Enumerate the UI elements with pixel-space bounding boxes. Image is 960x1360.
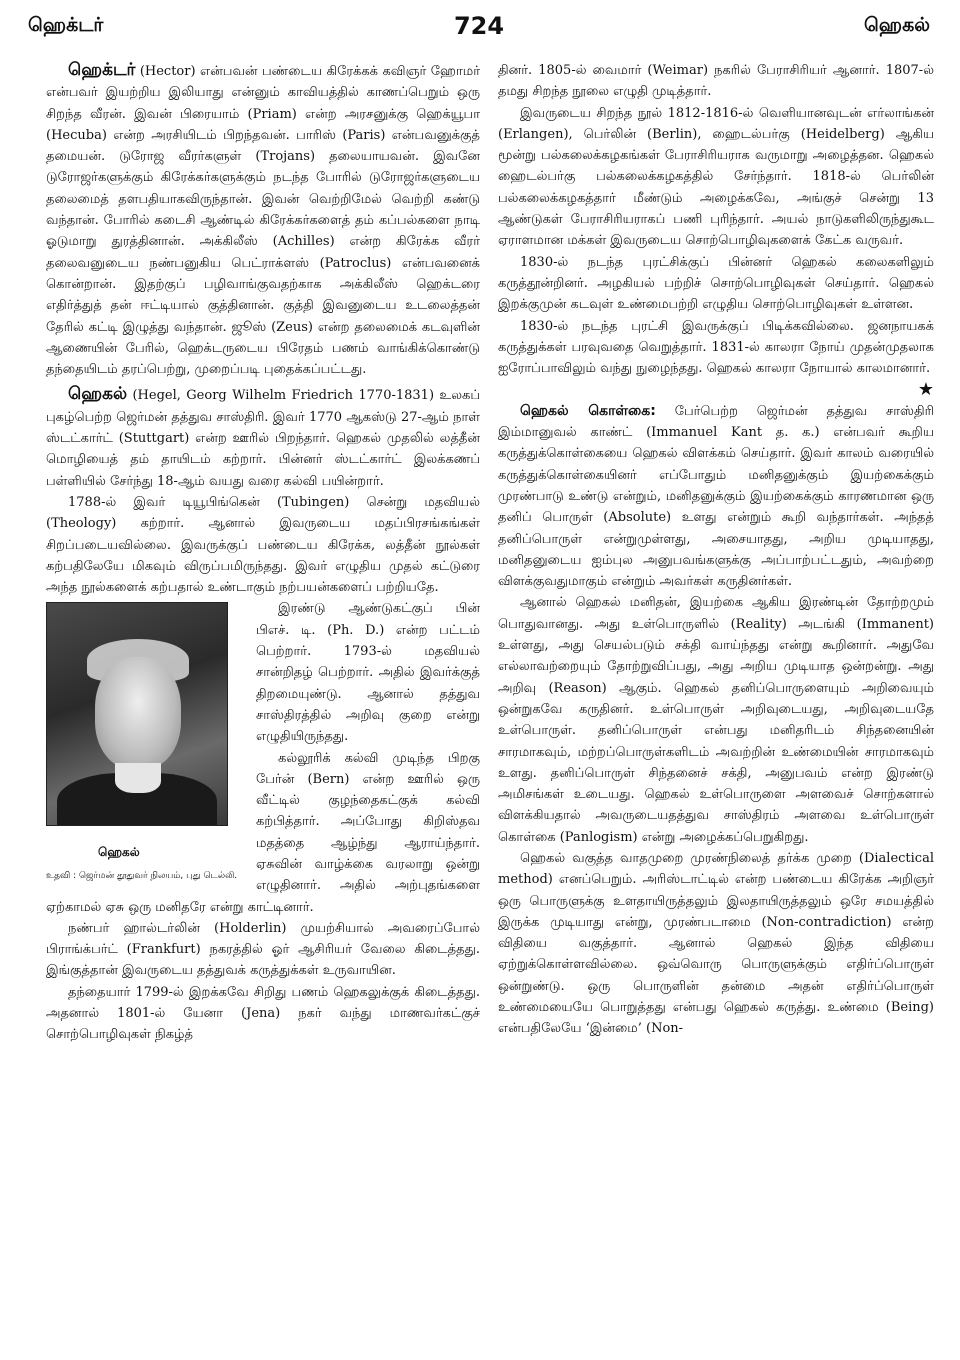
page-number: 724	[453, 12, 505, 40]
philosophy-entry-head: ஹெகல் கொள்கை:	[520, 402, 656, 419]
hegel-paragraph-7: தினர். 1805-ல் வைமார் (Weimar) நகரில் பேராசிரியர் ஆனார். 1807-ல் தமது சிறந்த நூலை எழுதி முடித்தார்.	[498, 63, 934, 100]
hegel-paragraph-10	[498, 316, 934, 401]
hegel-text-10: 1830-ல் நடந்த புரட்சி இவருக்குப் பிடிக்கவில்லை. ஜனநாயகக் கருத்துக்கள் பரவுவதை வெறுத்தார். 1831-ல் காலரா நோய் முதன்முதலாக ஐரோப்பாவிலும் வந்து நுழைந்தது. ஹெகல் காலரா நோயால் காலமானார்.	[498, 318, 934, 377]
hegel-paragraph-1	[46, 384, 480, 491]
hector-text: (Hector) என்பவன் பண்டைய கிரேக்கக் கவிஞர் ஹோமர் என்பவர் இயற்றிய இலியாது என்னும் காவியத்தில் காணப்பெறும் ஒரு சிறந்த வீரன். இவன் பிரையாம் (Priam) என்ற அரசனுக்கு ஹெக்யூபா (Hecuba) என்ற அரசியிடம் பிறந்தவன். பாரிஸ் (Paris) என்பவனுக்குத் தமையன். டுரோஜ வீரர்களுள் (Trojans) தலையாயவன். இவனே டுரோஜர்களுக்கும் கிரேக்கர்களுக்கும் நடந்த போரில் டுரோஜர்களுடைய தலைமைத் தளபதியாகவிருந்தான். இவன் வெற்றிமேல் வெற்றி கண்டு வந்தான். போரில் கடைசி ஆண்டில் கிரேக்கர்களைத் தம் கப்பல்களை நாடி ஓடுமாறு துரத்தினான். அக்கிலீஸ் (Achilles) என்ற கிரேக்க வீரர் தலைவனுடைய நண்பனுகிய பெட்ராக்ளஸ் (Patroclus) என்பவனைக் கொன்றான். இதற்குப் பழிவாங்குவதற்காக அக்கிலீஸ் ஹெக்டரை எதிர்த்துத் தன் ஈட்டியால் குத்தினான். குத்தி இவனுடைய உடலைத்தன் தேரில் கட்டி இழுத்து வந்தான். ஜூஸ் (Zeus) என்ற தலைமைக் கடவுளின் ஆணையின் பேரில், ஹெக்டருடைய பிரேதம் பணம் வாங்கிக்கொண்டு தந்தையிடம் தரப்பெற்று, முறைப்படி புதைக்கப்பட்டது.	[46, 64, 480, 378]
philosophy-text-1: பேர்பெற்ற ஜெர்மன் தத்துவ சாஸ்திரி இம்மானுவல் காண்ட் (Immanuel Kant த. க.) என்பவர் கூறிய கருத்துக்கொள்கையை ஹெகல் விளக்கம் செய்தார். இவர் காலம் வரையில் கருத்துக்கொள்கையினர் எப்போதும் மனிதனுக்கும் இயற்கைக்கும் முரண்பாடு உண்டு என்றும், மனிதனுக்கும் இயற்கைக்கும் காரணமான ஒரு தனிப் பொருள் (Absolute) உளது என்றும் கூறி வந்தார்கள். அந்தத் தனிப்பொருள் என்றுமுள்ளது, அசையாதது, அறிய முடியாதது, மனிதனுடைய ஐம்புல அனுபவங்களுக்கு அப்பாற்பட்டதும், அவற்றை விளக்குவதுமாகும் என்றும் அவர்கள் கருதினர்கள்.	[498, 403, 934, 590]
portrait-caption: ஹெகல்	[98, 845, 140, 860]
hegel-paragraph-3: இரண்டு ஆண்டுகட்குப் பின் பிஎச். டி. (Ph. D.) என்ற பட்டம் பெற்றார். 1793-ல் மதவியல் சான்றிதழ் பெற்றார். அதில் இவர்க்குத் திறமையுண்டு. ஆனால் தத்துவ சாஸ்திரத்தில் அறிவு குறை என்று எழுதியிருந்தது.	[256, 601, 480, 745]
hector-entry-head: ஹெக்டர்	[68, 60, 136, 80]
hegel-paragraph-5: நண்பர் ஹால்டர்லின் (Holderlin) முயற்சியால் அவரைப்போல் பிராங்க்பர்ட் (Frankfurt) நகரத்தில் ஓர் ஆசிரியர் வேலை கிடைத்தது. இங்குத்தான் இவருடைய தத்துவக் கருத்துக்கள் உருவாயின.	[46, 920, 480, 979]
hector-paragraph	[46, 60, 480, 380]
hegel-entry-head: ஹெகல்	[68, 384, 128, 405]
hegel-paragraph-4: கல்லூரிக் கல்வி முடிந்த பிறகு பேர்ன் (Bern) என்ற ஊரில் ஒரு வீட்டில் குழந்தைகட்குக் கல்வி கற்பித்தார். அப்போது கிறிஸ்தவ மதத்தை ஆழ்ந்து ஆராய்ந்தார். ஏசுவின் வாழ்க்கை வரலாறு ஒன்று எழுதினார். அதில் அற்புதங்களை ஏற்காமல் ஏசு ஒரு மனிதரே என்று காட்டினார்.	[46, 750, 480, 915]
hegel-portrait-image	[46, 602, 228, 826]
running-head-right: ஹெகல்	[864, 14, 930, 36]
hegel-text-1: (Hegel, Georg Wilhelm Friedrich 1770-1831) உலகப் புகழ்பெற்ற ஜெர்மன் தத்துவ சாஸ்திரி. இவர் 1770 ஆகஸ்டு 27-ஆம் நாள் ஸ்டட்கார்ட் (Stuttgart) என்ற ஊரில் பிறந்தார். ஹெகல் முதலில் லத்தீன் மொழியைத் தம் தாயிடம் கற்றார். பின்னர் ஸ்டட்கார்ட் இலக்கணப் பள்ளியில் சேர்ந்து 18-ஆம் வயது வரை கல்வி பயின்றார்.	[46, 388, 480, 489]
philosophy-paragraph-2: ஆனால் ஹெகல் மனிதன், இயற்கை ஆகிய இரண்டின் தோற்றமும் பொதுவானது. அது உள்பொருளில் (Reality) அடங்கி (Immanent) உள்ளது, அது செயல்படும் சக்தி வாய்ந்தது என்று கூறினார். அதுவே எல்லாவற்றையும் தோற்றுவிப்பது, அது அறிய முடியாத ஒன்றன்று. அது அறிவு (Reason) ஆகும். ஹெகல் தனிப்பொருளையும் அறிவையும் ஒன்றுகவே கருதினர். உள்பொருள் அறிவுடையது, அறிவுடையதே உள்பொருள். தனிப்பொருள் என்பது மனிதரிடம் சிந்தனையின் சாரமாகவும், மற்றப்பொருள்களிடம் அவற்றின் உண்மையின் சாரமாகவும் உளது. தனிப்பொருள் சிந்தனைச் சக்தி, அனுபவம் என்ற இரண்டு அமிசங்கள் உடையது. ஹெகல் உள்பொருளை அளவைச் சொற்களால் விளக்கியதால் அவருடையதத்துவ சாஸ்திரம் அளவை உள்பொருள் கொள்கை (Panlogism) என்று அழைக்கப்பெறுகிறது.	[498, 595, 934, 845]
hegel-paragraph-2: 1788-ல் இவர் டியூபிங்கென் (Tubingen) சென்று மதவியல் (Theology) கற்றார். ஆனால் இவருடைய மதப்பிரசங்கங்கள் சிறப்படையவில்லை. இவருக்குப் பண்டைய கிரேக்க, லத்தீன் நூல்கள் கற்பதிலேயே மிகவும் விருப்பமிருந்தது. இவர் எழுதிய முதல் கட்டுரை அந்த நூல்களைக் கற்பதால் உண்டாகும் நற்பயன்களைப் பற்றியதே.	[46, 494, 480, 596]
right-column	[498, 60, 934, 1040]
portrait-credit: உதவி : ஜெர்மன் தூதுவர் நிலயம், புது டெல்லி.	[46, 870, 238, 881]
philosophy-paragraph-1	[498, 401, 934, 593]
left-column	[46, 60, 480, 1046]
hegel-paragraph-9: 1830-ல் நடந்த புரட்சிக்குப் பின்னர் ஹெகல் கலைகளிலும் கருத்தூன்றினர். அழகியல் பற்றிச் சொற்பொழிவுகள் செய்தார். ஹெகல் இறக்குமுன் கடவுள் உண்மைபற்றி எழுதிய சொற்பொழிவுகள் உள்ளன.	[498, 254, 934, 313]
hegel-portrait-figure	[46, 602, 242, 882]
section-end-star: ★	[917, 379, 934, 401]
page-header	[28, 12, 930, 46]
running-head-left: ஹெக்டர்	[28, 14, 104, 36]
hegel-paragraph-6: தந்தையார் 1799-ல் இறக்கவே சிறிது பணம் ஹெகலுக்குக் கிடைத்தது. அதனால் 1801-ல் யேனா (Jena) நகர் வந்து மாணவர்கட்குச் சொற்பொழிவுகள் நிகழ்த்	[46, 984, 480, 1043]
hegel-paragraph-8: இவருடைய சிறந்த நூல் 1812-1816-ல் வெளியானவுடன் எர்லாங்கன் (Erlangen), பெர்லின் (Berlin), ஹைடல்பர்கு (Heidelberg) ஆகிய மூன்று பல்கலைக்கழகங்கள் பேராசிரியராக வருமாறு அழைத்தன. ஹெகல் ஹைடல்பர்கு பல்கலைக்கழகத்தில் சேர்ந்தார். 1818-ல் பெர்லின் பல்கலைக்கழகத்தார் மீண்டும் அழைக்கவே, அங்குச் சென்று 13 ஆண்டுகள் பேராசிரியராகப் பணி புரிந்தார். அயல் நாடுகளிலிருந்துகூட ஏராளமான மக்கள் இவருடைய சொற்பொழிவுகளைக் கேட்க வருவர்.	[498, 105, 934, 249]
philosophy-paragraph-3: ஹெகல் வகுத்த வாதமுறை முரண்நிலைத் தர்க்க முறை (Dialectical method) எனப்பெறும். அரிஸ்டாட்டில் என்ற பண்டைய கிரேக்க அறிஞர் ஒரு பொருளுக்கு உளதாயிருத்தலும் இலதாயிருத்தலும் ஒரே சமயத்தில் இருக்க முடியாது என்று, முரண்படாமை (Non-contradiction) என்ற விதியை வகுத்தார். ஆனால் ஹெகல் இந்த விதியை ஏற்றுக்கொள்ளவில்லை. ஒவ்வொரு பொருளுக்கும் எதிர்ப்பொருள் ஒன்றுண்டு. ஒரு பொருளின் தன்மை அதன் எதிர்ப்பொருள் உண்மையையே பொறுத்தது என்பது ஹெகல் கருத்து. உண்மை (Being) என்பதிலேயே ‘இன்மை’ (Non-	[498, 850, 934, 1037]
